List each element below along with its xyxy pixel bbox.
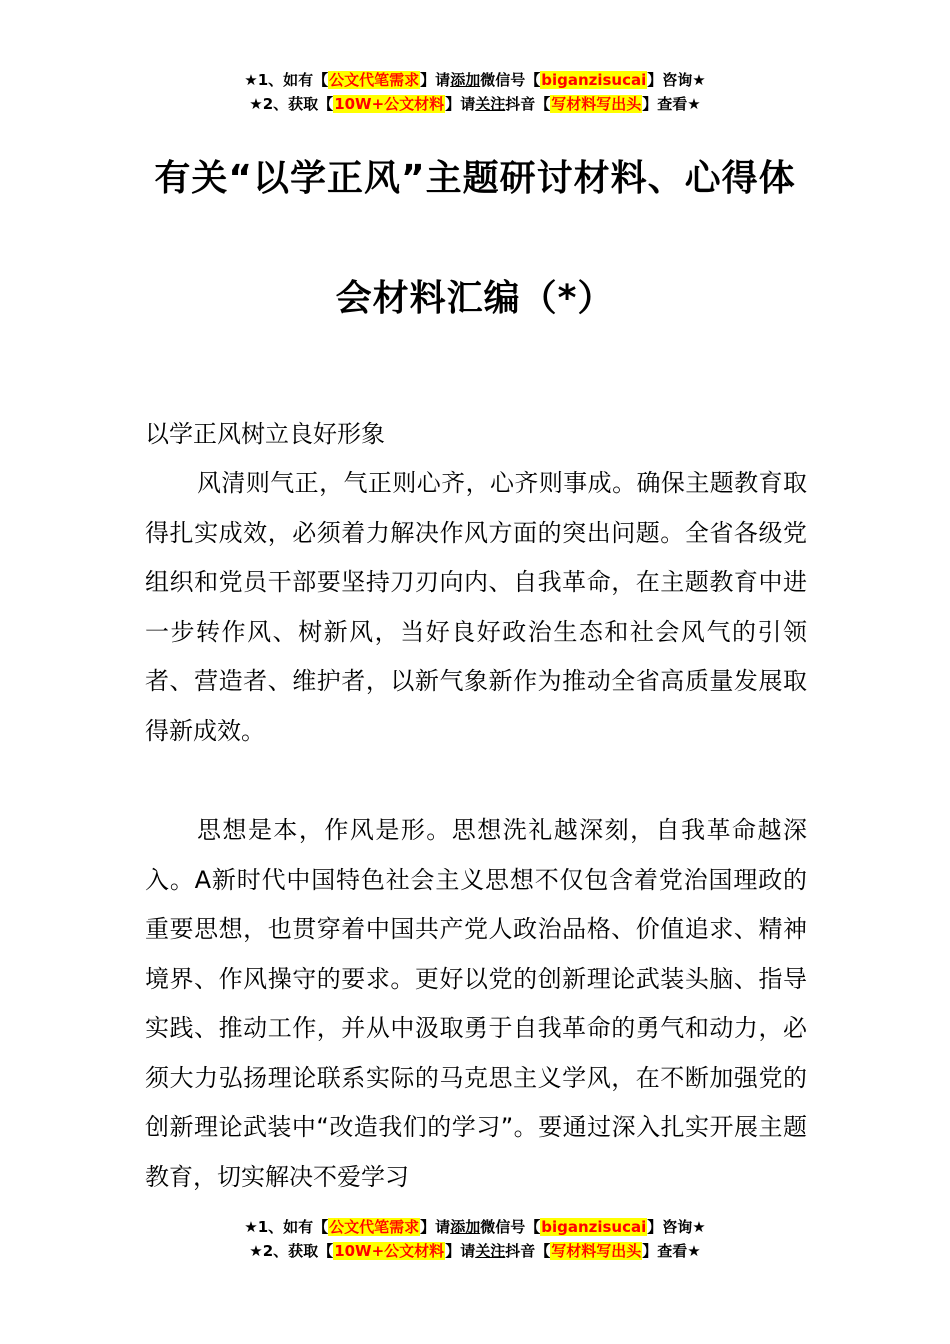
highlight-service: 公文代笔需求: [329, 1218, 420, 1236]
banner-text: 】咨询★: [647, 71, 706, 89]
banner-text: 抖音【: [505, 1242, 551, 1260]
banner-text: ★1、如有【: [244, 71, 329, 89]
highlight-service: 公文代笔需求: [329, 71, 420, 89]
document-title-line-1: 有关“以学正风”主题研讨材料、心得体: [154, 158, 796, 199]
highlight-douyin-account: 写材料写出头: [551, 1242, 642, 1260]
paragraph-2: 思想是本，作风是形。思想洗礼越深刻，自我革命越深入。A新时代中国特色社会主义思想不仅包含着党治国理政的重要思想，也贯穿着中国共产党人政治品格、价值追求、精神境界、作风操守的要求。更好以党的创新理论武装头脑、指导实践、推动工作，并从中汲取勇于自我革命的勇气和动力，必须大力弘扬理论联系实际的马克思主义学风，在不断加强党的创新理论武装中“改造我们的学习”。要通过深入扎实开展主题教育，切实解决不爱学习: [145, 816, 807, 1191]
banner-text: 】请: [420, 71, 451, 89]
banner-line-1: [0, 1215, 950, 1239]
banner-underlined-text: 关注: [475, 1242, 506, 1260]
top-banner: [0, 68, 950, 116]
banner-text: 】咨询★: [647, 1218, 706, 1236]
banner-text: 】查看★: [642, 1242, 701, 1260]
banner-text: 抖音【: [505, 95, 551, 113]
highlight-materials: 10W+公文材料: [334, 95, 445, 113]
highlight-wechat-id: biganzisucai: [541, 1218, 647, 1236]
banner-line-2: [0, 92, 950, 116]
banner-text: 微信号【: [480, 1218, 541, 1236]
banner-text: ★2、获取【: [249, 1242, 334, 1260]
banner-underlined-text: 关注: [475, 95, 506, 113]
banner-text: 】请: [420, 1218, 451, 1236]
banner-text: 】查看★: [642, 95, 701, 113]
banner-text: 】请: [445, 1242, 476, 1260]
banner-text: ★2、获取【: [249, 95, 334, 113]
document-title-line-2: 会材料汇编（*）: [335, 278, 615, 319]
paragraph-1: 风清则气正，气正则心齐，心齐则事成。确保主题教育取得扎实成效，必须着力解决作风方面的突出问题。全省各级党组织和党员干部要坚持刀刃向内、自我革命，在主题教育中进一步转作风、树新风，当好良好政治生态和社会风气的引领者、营造者、维护者，以新气象新作为推动全省高质量发展取得新成效。: [145, 469, 807, 745]
highlight-materials: 10W+公文材料: [334, 1242, 445, 1260]
banner-text: 微信号【: [480, 71, 541, 89]
banner-underlined-text: 添加: [450, 71, 481, 89]
banner-text: ★1、如有【: [244, 1218, 329, 1236]
highlight-wechat-id: biganzisucai: [541, 71, 647, 89]
banner-text: 】请: [445, 95, 476, 113]
banner-line-1: [0, 68, 950, 92]
banner-underlined-text: 添加: [450, 1218, 481, 1236]
banner-line-2: [0, 1239, 950, 1263]
highlight-douyin-account: 写材料写出头: [551, 95, 642, 113]
section-subtitle: 以学正风树立良好形象: [145, 420, 385, 448]
bottom-banner: [0, 1215, 950, 1263]
